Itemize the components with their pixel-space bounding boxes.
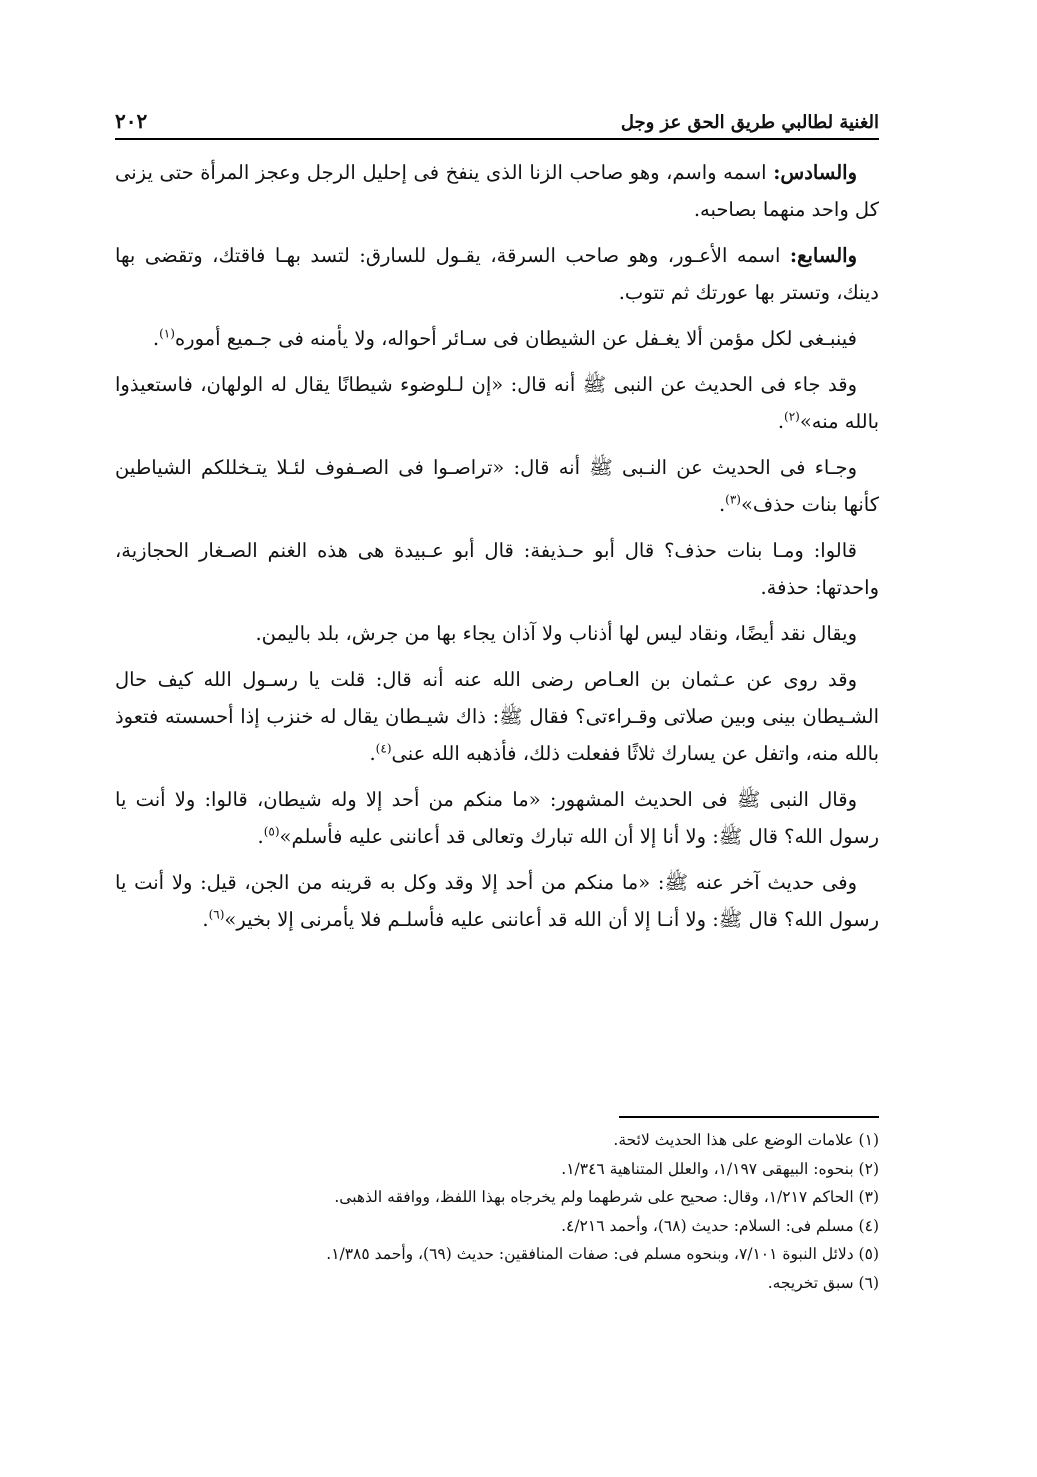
footnote-ref: (٥) <box>263 824 280 839</box>
paragraph <box>115 532 879 606</box>
paragraph: وقال النبى ﷺ فى الحديث المشهور: «ما منكم من أحد إلا وله شيطان، قالوا: ولا أنت يا رسول الله؟ قال ﷺ: ولا أنا إلا أن الله تبارك وتعالى قد أعاننى عليه فأسلم»$^{(٥)}$. <box>115 788 879 848</box>
footnote-ref: (٣) <box>725 492 741 507</box>
paragraph-text: وجـاء فى الحديث عن النـبى ﷺ أنه قال: «تراصـوا فى الصـفوف لئـلا يتـخللكم الشياطين كأنها بنات حذف» <box>115 456 879 516</box>
paragraph: فينبـغى لكل مؤمن ألا يغـفل عن الشيطان فى سـائر أحواله، ولا يأمنه فى جـميع أموره$^{(١)}$. <box>152 326 857 350</box>
page-header <box>115 104 879 140</box>
book-page <box>115 104 879 1434</box>
paragraph: وقد جاء فى الحديث عن النبى ﷺ أنه قال: «إن لـلوضوء شيطانًا يقال له الولهان، فاستعيذوا بالله منه»$^{(٢)}$. <box>115 373 879 433</box>
paragraph <box>115 154 879 228</box>
footnote: (٣) الحاكم ١/٢١٧، وقال: صحيح على شرطهما ولم يخرجاه بهذا اللفظ، ووافقه الذهبى. <box>334 1188 879 1206</box>
page-number: ٢٠٢ <box>115 109 148 133</box>
paragraph-text: ويقال نقد أيضًا، ونقاد ليس لها أذناب ولا آذان يجاء بها من جرش، بلد باليمن. <box>255 622 857 645</box>
paragraph <box>115 237 879 311</box>
paragraph-lead: والسابع: <box>789 244 857 267</box>
footnote: (١) علامات الوضع على هذا الحديث لائحة. <box>613 1131 879 1149</box>
footnote-ref: (٢) <box>784 409 800 424</box>
paragraph <box>115 615 879 652</box>
paragraph-text: اسمه واسم، وهو صاحب الزنا الذى ينفخ فى إحليل الرجل وعجز المرأة حتى يزنى كل واحد منهما بصاحبه. <box>115 161 879 221</box>
footnote: (٢) بنحوه: البيهقى ١/١٩٧، والعلل المتناهية ١/٣٤٦. <box>561 1159 879 1178</box>
paragraph-text: فينبـغى لكل مؤمن ألا يغـفل عن الشيطان فى سـائر أحواله، ولا يأمنه فى جـميع أموره <box>174 327 857 350</box>
paragraph-text: وقد روى عن عـثمان بن العـاص رضى الله عنه أنه قال: قلت يا رسـول الله كيف حال الشـيطان بينى وبين صلاتى وقـراءتى؟ فقال ﷺ: ذاك شيـطان يقال له خنزب إذا أحسسته فتعوذ بالله منه، واتفل عن يسارك ثلاثًا ففعلت ذلك، فأذهبه الله عنى <box>115 668 879 765</box>
paragraph-text: قالوا: ومـا بنات حذف؟ قال أبو حـذيفة: قال أبو عـبيدة هى هذه الغنم الصـغار الحجازية، واحدتها: حذفة. <box>115 539 879 599</box>
footnote-ref: (٦) <box>208 907 225 922</box>
footnote: (٤) مسلم فى: السلام: حديث (٦٨)، وأحمد ٤/٢١٦. <box>561 1216 879 1235</box>
paragraph: وفى حديث آخر عنه ﷺ: «ما منكم من أحد إلا وقد وكل به قرينه من الجن، قيل: ولا أنت يا رسول الله؟ قال ﷺ: ولا أنـا إلا أن الله قد أعاننى عليه فأسلـم فلا يأمرنى إلا بخير»$^{(٦)}$. <box>115 871 879 931</box>
main-text <box>115 154 879 938</box>
footnotes <box>115 1116 879 1297</box>
paragraph-text: اسمه الأعـور، وهو صاحب السرقة، يقـول للسارق: لتسد بهـا فاقتك، وتقضى بها دينك، وتستر بها عورتك ثم تتوب. <box>115 244 879 304</box>
footnote-separator <box>619 1116 879 1118</box>
paragraph-text: وقال النبى ﷺ فى الحديث المشهور: «ما منكم من أحد إلا وله شيطان، قالوا: ولا أنت يا رسول الله؟ قال ﷺ: ولا أنا إلا أن الله تبارك وتعالى قد أعاننى عليه فأسلم» <box>115 788 879 848</box>
paragraph: وقد روى عن عـثمان بن العـاص رضى الله عنه أنه قال: قلت يا رسـول الله كيف حال الشـيطان بينى وبين صلاتى وقـراءتى؟ فقال ﷺ: ذاك شيـطان يقال له خنزب إذا أحسسته فتعوذ بالله منه، واتفل عن يسارك ثلاثًا ففعلت ذلك، فأذهبه الله عنى$^{(٤)}$. <box>115 668 879 765</box>
paragraph: وجـاء فى الحديث عن النـبى ﷺ أنه قال: «تراصـوا فى الصـفوف لئـلا يتـخللكم الشياطين كأنها بنات حذف»$^{(٣)}$. <box>115 456 879 516</box>
footnote-ref: (١) <box>159 326 175 341</box>
paragraph-text: وفى حديث آخر عنه ﷺ: «ما منكم من أحد إلا وقد وكل به قرينه من الجن، قيل: ولا أنت يا رسول الله؟ قال ﷺ: ولا أنـا إلا أن الله قد أعاننى عليه فأسلـم فلا يأمرنى إلا بخير» <box>115 871 879 931</box>
paragraph-text: وقد جاء فى الحديث عن النبى ﷺ أنه قال: «إن لـلوضوء شيطانًا يقال له الولهان، فاستعيذوا بالله منه» <box>115 373 879 433</box>
running-title: الغنية لطالبي طريق الحق عز وجل <box>620 112 879 133</box>
footnote-ref: (٤) <box>375 741 392 756</box>
footnote: (٦) سبق تخريجه. <box>767 1273 879 1292</box>
paragraph-lead: والسادس: <box>773 161 857 184</box>
footnote: (٥) دلائل النبوة ٧/١٠١، وبنحوه مسلم فى: صفات المنافقين: حديث (٦٩)، وأحمد ١/٣٨٥. <box>326 1245 879 1263</box>
